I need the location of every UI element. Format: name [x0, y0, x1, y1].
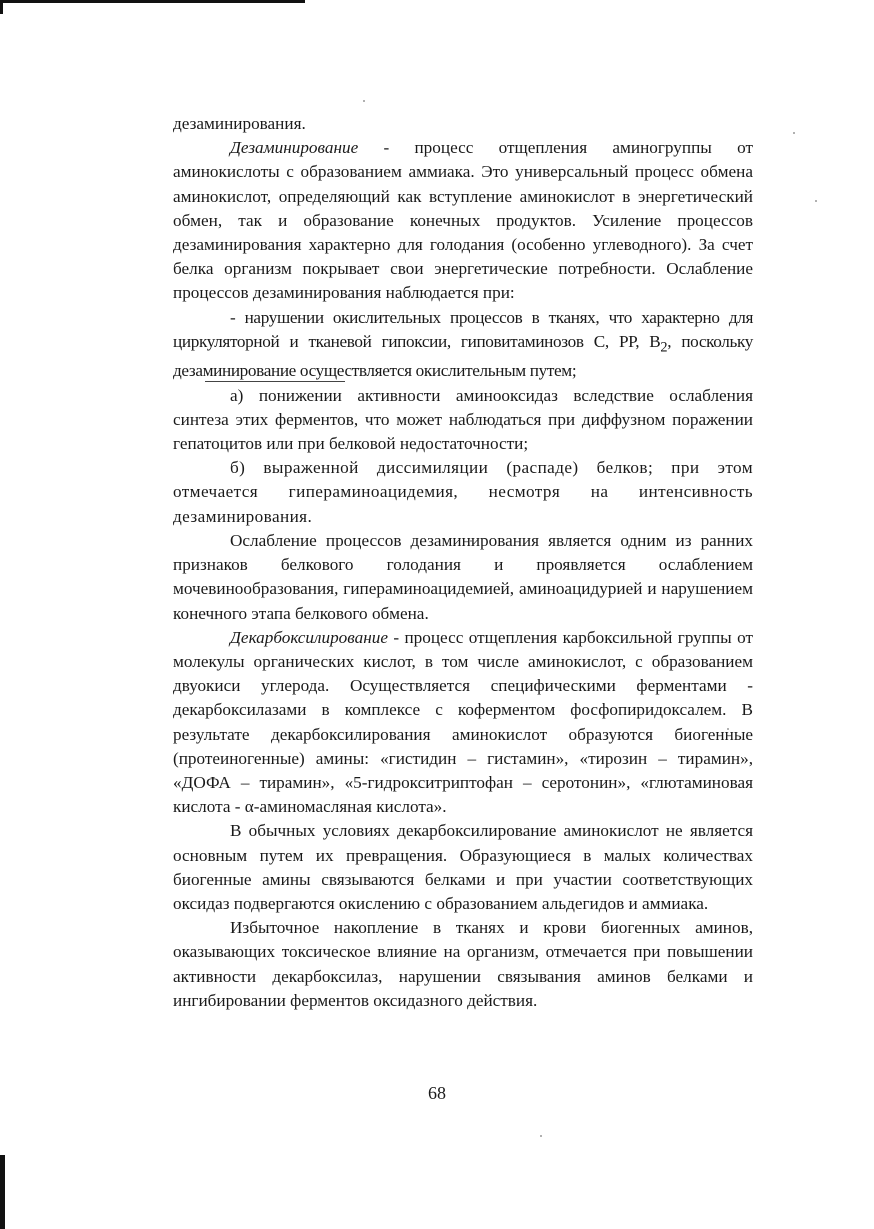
paragraph-oxidative [173, 306, 753, 384]
paragraph-oxidative-text: - нарушении окислительных процессов в тканях, что характерно для циркуляторной и тканевой гипоксии, гиповитаминозов С, РР, В [173, 307, 753, 351]
subscript-vitamin: 2 [660, 339, 668, 356]
paragraph-weakening: Ослабление процессов дезаминирования является одним из ранних признаков белкового голодания и проявляется ослаблением мочевинообразования, гипераминоацидемией, аминоацидурией и нарушением конечного этапа белкового обмена. [173, 530, 753, 623]
scan-edge-bottom-left [0, 1155, 5, 1229]
page-number: 68 [428, 1083, 446, 1103]
paragraph-deamination-text: - процесс отщепления аминогруппы от аминокислоты с образованием аммиака. Это универсальный процесс обмена аминокислот, определяющий как вступление аминокислот в энергетический обмен, так и образование конечных продуктов. Усиление процессов дезаминирования характерно для голодания (особенно углеводного). За счет белка организм покрывает свои энергетические потребности. Ослабление процессов дезаминирования наблюдается при: [173, 138, 753, 303]
paragraph-excess-accumulation: Избыточное накопление в тканях и крови биогенных аминов, оказывающих токсическое влияние на организм, отмечается при повышении активности декарбоксилаз, нарушении связывания аминов белками и ингибировании ферментов оксидазного действия. [173, 918, 753, 1010]
scan-speck [540, 1135, 542, 1137]
scan-speck [363, 100, 365, 102]
scan-speck [793, 132, 795, 134]
scan-edge-top [0, 0, 305, 3]
paragraph-dissimilation: б) выраженной диссимиляции (распаде) белков; при этом отмечается гипераминоацидемия, несмотря на интенсивность дезаминирования. [173, 458, 753, 526]
paragraph-normal-conditions: В обычных условиях декарбоксилирование аминокислот не является основным путем их превращения. Образующиеся в малых количествах биогенные амины связываются белками и при участии соответствующих оксидаз подвергаются окислению с образованием альдегидов и аммиака. [173, 821, 753, 913]
paragraph-decarboxylation-text: - процесс отщепления карбоксильной группы от молекулы органических кислот, в том числе аминокислот, с образованием двуокиси углерода. Осуществляется специфическими ферментами - декарбоксилазами в комплексе с коферментом фосфопиридоксалем. В результате декарбоксилирования аминокислот образуются биогенные (протеиногенные) амины: «гистидин – гистамин», «тирозин – тирамин», «ДОФА – тирамин», «5-гидрокситриптофан – серотонин», «глютаминовая кислота - α-аминомасляная кислота». [173, 627, 753, 817]
scan-speck [815, 200, 817, 202]
term-deamination: Дезаминирование [230, 138, 359, 158]
paragraph-aminooxidase: а) понижении активности аминооксидаз вследствие ослабления синтеза этих ферментов, что может наблюдаться при диффузном поражении гепатоцитов или при белковой недостаточности; [173, 385, 753, 454]
paragraph-oxidative-tail: , поскольку дезаминирование осуществляется окислительным путем; [173, 331, 753, 381]
paragraph-continuation: дезаминирования. [173, 114, 306, 133]
paragraph-deamination [173, 136, 753, 305]
term-decarboxylation: Декарбоксилирование [230, 627, 388, 647]
scan-edge-left [0, 0, 3, 14]
body-text [173, 112, 753, 1013]
paragraph-decarboxylation [173, 626, 753, 820]
